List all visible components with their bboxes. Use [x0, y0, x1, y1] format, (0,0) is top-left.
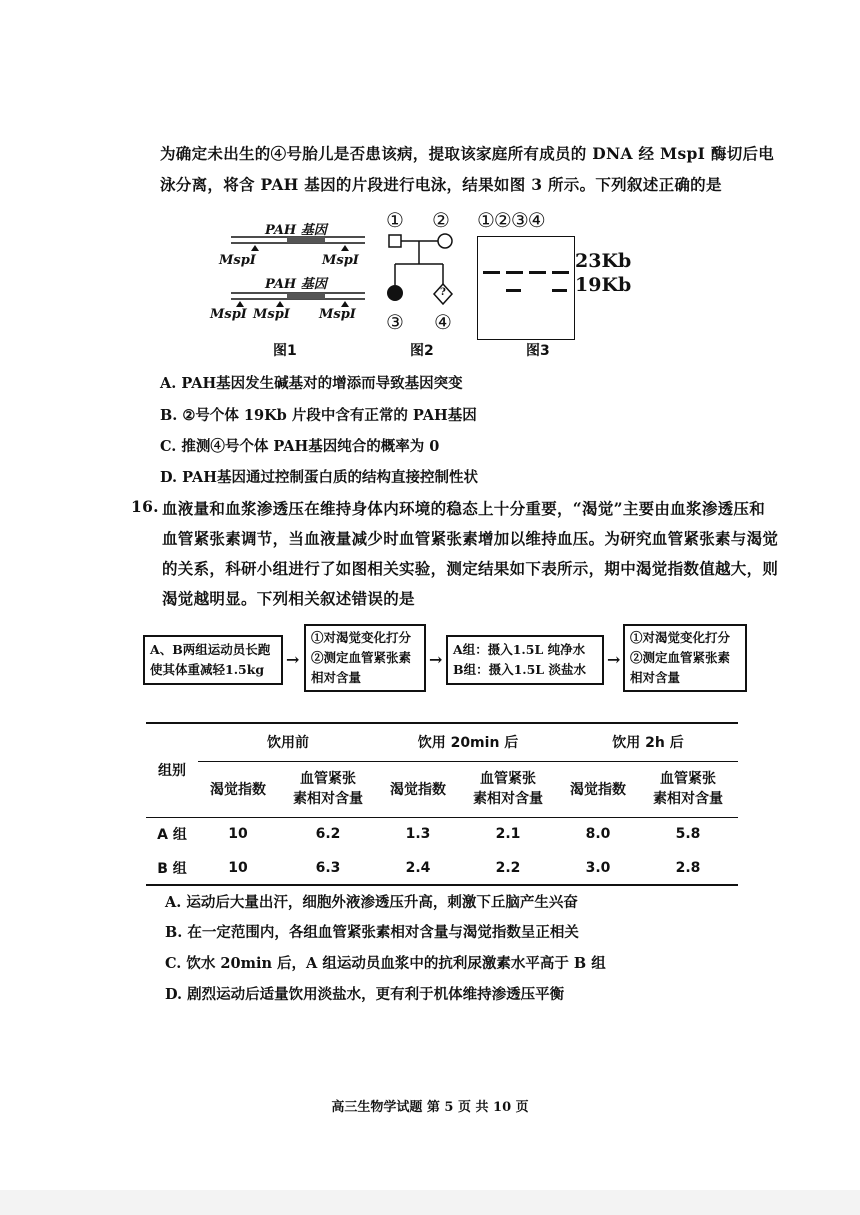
row-b-cell: 2.2	[495, 859, 521, 876]
col-angio-2h	[638, 761, 738, 817]
q16-option-a: A. 运动后大量出汗，细胞外液渗透压升高，刺激下丘脑产生兴奋	[165, 894, 578, 911]
figure-2-pedigree	[380, 208, 470, 338]
col-angio-20min-l1: 血管紧张	[480, 771, 536, 787]
col-angio-2h-l2: 素相对含量	[653, 791, 723, 807]
col-thirst-20min: 渴觉指数	[378, 761, 458, 817]
figure-1	[205, 215, 375, 340]
row-a-cell: 1.3	[405, 826, 431, 843]
band-23kb-lane3	[529, 271, 546, 274]
gel-frame	[477, 236, 575, 340]
band-19kb-lane2	[506, 289, 521, 292]
row-a-cell: 10	[228, 826, 248, 843]
col-angio-before	[278, 761, 378, 817]
figure-1-caption: 图1	[273, 343, 297, 359]
flow-box-1-line-2: 使其体重减轻1.5kg	[150, 662, 265, 677]
row-a-cell: 8.0	[585, 826, 611, 843]
q16-line-3: 的关系，科研小组进行了如图相关实验，测定结果如下表所示，期中渴觉指数值越大，则	[162, 559, 779, 578]
col-angio-before-l2: 素相对含量	[293, 791, 363, 807]
pah-gene-label-bottom: PAH 基因	[265, 277, 327, 292]
individual-3-label: ③	[386, 310, 404, 334]
flow-box-4	[623, 624, 747, 692]
row-a-cell: 5.8	[675, 826, 701, 843]
col-thirst-before: 渴觉指数	[198, 761, 278, 817]
flow-box-1-line-1: A、B两组运动员长跑	[150, 642, 271, 657]
col-angio-20min	[458, 761, 558, 817]
mspi-label-d: MspI	[253, 307, 290, 322]
q16-option-d: D. 剧烈运动后适量饮用淡盐水，更有利于机体维持渗透压平衡	[165, 986, 565, 1003]
flow-box-4-line-3: 相对含量	[630, 670, 681, 685]
individual-1-label: ①	[386, 208, 404, 232]
page-footer: 高三生物学试题 第 5 页 共 10 页	[331, 1100, 529, 1115]
figure-3-gel	[475, 208, 645, 338]
lane-labels: ①②③④	[477, 208, 545, 232]
results-table	[146, 722, 738, 886]
mspi-label-b: MspI	[322, 253, 359, 268]
intro-line-1: 为确定未出生的④号胎儿是否患该病，提取该家庭所有成员的 DNA 经 MspI 酶切后电	[160, 144, 775, 163]
mspi-label-e: MspI	[319, 307, 356, 322]
intro-line-2: 泳分离，将含 PAH 基因的片段进行电泳，结果如图 3 所示。下列叙述正确的是	[160, 175, 722, 194]
q16-number: 16.	[131, 497, 159, 516]
individual-4-label: ④	[434, 310, 452, 334]
q15-option-a: A. PAH基因发生碱基对的增添而导致基因突变	[160, 375, 463, 392]
flow-box-3-line-1: A组：摄入1.5L 纯净水	[453, 642, 586, 657]
col-angio-before-l1: 血管紧张	[300, 771, 356, 787]
row-b-cell: 6.3	[315, 859, 341, 876]
row-b-cell: 2.4	[405, 859, 431, 876]
band-19kb-lane4	[552, 289, 567, 292]
individual-2-label: ②	[432, 208, 450, 232]
q16-line-1: 血液量和血浆渗透压在维持身体内环境的稳态上十分重要，“渴觉”主要由血浆渗透压和	[162, 499, 766, 518]
flow-box-4-line-1: ①对渴觉变化打分	[630, 630, 731, 645]
table-row	[146, 851, 738, 885]
col-thirst-2h: 渴觉指数	[558, 761, 638, 817]
flow-box-4-line-2: ②测定血管紧张素	[630, 650, 731, 665]
flow-box-2	[304, 624, 426, 692]
mspi-label-a: MspI	[219, 253, 256, 268]
flow-box-3	[446, 635, 604, 685]
flow-box-2-line-3: 相对含量	[311, 670, 362, 685]
period-header-before: 饮用前	[198, 723, 378, 761]
flow-arrow-1: →	[286, 650, 300, 669]
q16-line-4: 渴觉越明显。下列相关叙述错误的是	[162, 589, 415, 608]
row-b-cell: 2.8	[675, 859, 701, 876]
row-b-group: B 组	[157, 860, 187, 877]
band-label-19kb: 19Kb	[575, 274, 632, 296]
band-23kb-lane4	[552, 271, 569, 274]
q15-option-c: C. 推测④号个体 PAH基因纯合的概率为 0	[160, 438, 440, 455]
q16-option-c: C. 饮水 20min 后，A 组运动员血浆中的抗利尿激素水平高于 B 组	[165, 955, 606, 972]
band-23kb-lane1	[483, 271, 500, 274]
q16-option-b: B. 在一定范围内，各组血管紧张素相对含量与渴觉指数呈正相关	[165, 924, 579, 941]
flow-box-1	[143, 635, 283, 685]
mspi-label-c: MspI	[210, 307, 247, 322]
flow-box-2-line-2: ②测定血管紧张素	[311, 650, 412, 665]
band-label-23kb: 23Kb	[575, 250, 632, 272]
row-b-cell: 3.0	[585, 859, 611, 876]
col-angio-20min-l2: 素相对含量	[473, 791, 543, 807]
period-header-2h: 饮用 2h 后	[558, 723, 738, 761]
flow-box-2-line-1: ①对渴觉变化打分	[311, 630, 412, 645]
row-b-cell: 10	[228, 859, 248, 876]
pah-gene-label-top: PAH 基因	[265, 223, 327, 238]
col-angio-2h-l1: 血管紧张	[660, 771, 716, 787]
flow-arrow-2: →	[429, 650, 443, 669]
band-23kb-lane2	[506, 271, 523, 274]
row-a-cell: 2.1	[495, 826, 521, 843]
figure-3-caption: 图3	[526, 343, 550, 359]
q15-option-b: B. ②号个体 19Kb 片段中含有正常的 PAH基因	[160, 407, 477, 424]
unknown-mark: ?	[440, 287, 446, 298]
figure-2-caption: 图2	[410, 343, 434, 359]
period-header-20min: 饮用 20min 后	[378, 723, 558, 761]
flow-arrow-3: →	[607, 650, 621, 669]
q16-line-2: 血管紧张素调节，当血液量减少时血管紧张素增加以维持血压。为研究血管紧张素与渴觉	[162, 529, 779, 548]
q15-option-d: D. PAH基因通过控制蛋白质的结构直接控制性状	[160, 469, 478, 486]
group-header: 组别	[146, 723, 198, 817]
scan-bottom-edge	[0, 1190, 860, 1215]
row-a-cell: 6.2	[315, 826, 341, 843]
row-a-group: A 组	[157, 827, 187, 844]
table-row	[146, 817, 738, 851]
flow-box-3-line-2: B组：摄入1.5L 淡盐水	[453, 662, 586, 677]
